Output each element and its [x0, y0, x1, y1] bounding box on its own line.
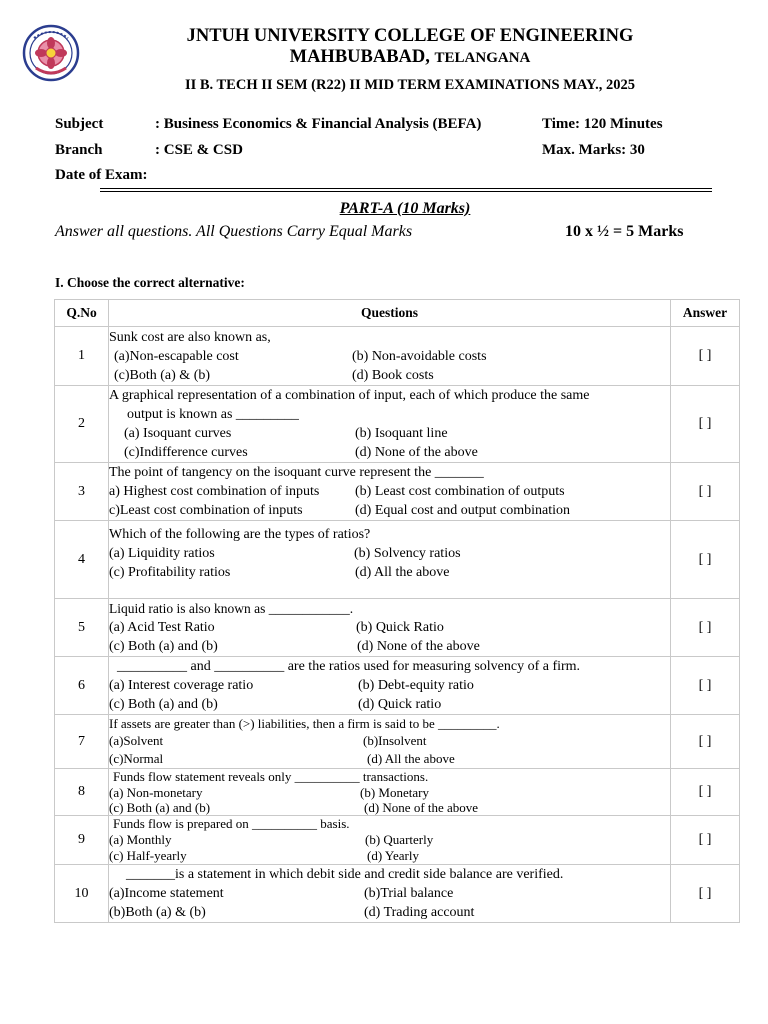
table-row	[55, 816, 740, 865]
option: (a)Income statement	[109, 886, 224, 901]
option: (c) Both (a) and (b)	[109, 800, 211, 815]
option: (c) Half-yearly	[109, 848, 187, 863]
question-cell	[109, 521, 671, 599]
table-row	[55, 657, 740, 715]
question-cell	[109, 327, 671, 386]
question-cell	[109, 463, 671, 521]
question-cell	[109, 865, 671, 923]
table-header-row	[55, 300, 740, 327]
option: (b) Non-avoidable costs	[352, 348, 487, 364]
option: (b) Debt-equity ratio	[358, 678, 474, 693]
answer-blank[interactable]: [ ]	[671, 715, 740, 769]
answer-blank[interactable]: [ ]	[671, 865, 740, 923]
option: (d) Yearly	[367, 848, 419, 863]
question-stem: Funds flow is prepared on __________ basis.	[113, 816, 350, 831]
option: (d) All the above	[367, 750, 455, 766]
question-stem: The point of tangency on the isoquant curve represent the _______	[109, 465, 484, 480]
part-title: PART-A (10 Marks)	[339, 200, 471, 217]
question-cell	[109, 599, 671, 657]
answer-blank[interactable]: [ ]	[671, 386, 740, 463]
max-marks: Max. Marks: 30	[542, 142, 645, 158]
option: (c) Profitability ratios	[109, 565, 231, 580]
option: (d) Quick ratio	[358, 697, 442, 712]
question-cell	[109, 715, 671, 769]
question-cell	[109, 769, 671, 816]
question-number: 3	[55, 463, 109, 521]
answer-blank[interactable]: [ ]	[671, 463, 740, 521]
question-stem: Liquid ratio is also known as ____________.	[109, 601, 354, 616]
option: (d) Equal cost and output combination	[355, 503, 571, 518]
answer-blank[interactable]: [ ]	[671, 521, 740, 599]
table-row	[55, 599, 740, 657]
option: (b) Solvency ratios	[354, 546, 461, 561]
question-number: 9	[55, 816, 109, 865]
option: (b)Trial balance	[364, 886, 454, 901]
option: (c) Both (a) and (b)	[109, 639, 218, 654]
subject-value: : Business Economics & Financial Analysis (BEFA)	[155, 116, 482, 132]
section-heading: I. Choose the correct alternative:	[55, 275, 245, 290]
option: (c)Indifference curves	[124, 445, 248, 460]
option: a) Highest cost combination of inputs	[109, 484, 320, 499]
option: (b)Insolvent	[363, 732, 427, 748]
option: (a)Solvent	[109, 732, 164, 748]
answer-blank[interactable]: [ ]	[671, 599, 740, 657]
option: (b) Isoquant line	[355, 426, 448, 441]
table-row	[55, 521, 740, 599]
college-location: MAHBUBABAD, TELANGANA	[289, 47, 531, 67]
question-number: 2	[55, 386, 109, 463]
option: (a) Acid Test Ratio	[109, 620, 215, 635]
instruction: Answer all questions. All Questions Carry Equal Marks	[55, 223, 413, 240]
option: (d) None of the above	[364, 800, 479, 815]
column-header: Answer	[671, 300, 740, 327]
table-row	[55, 386, 740, 463]
option: (a) Isoquant curves	[124, 426, 232, 441]
column-header: Q.No	[55, 300, 109, 327]
table-row	[55, 463, 740, 521]
question-cell	[109, 386, 671, 463]
question-stem: __________ and __________ are the ratios used for measuring solvency of a firm.	[117, 659, 581, 674]
marks-scheme: 10 x ½ = 5 Marks	[565, 223, 684, 240]
option: (d) Book costs	[352, 367, 434, 383]
option: (d) Trading account	[364, 905, 475, 920]
option: (b)Both (a) & (b)	[109, 905, 206, 920]
question-number: 8	[55, 769, 109, 816]
table-row	[55, 715, 740, 769]
question-number: 6	[55, 657, 109, 715]
question-number: 10	[55, 865, 109, 923]
question-number: 1	[55, 327, 109, 386]
divider-line	[100, 188, 712, 189]
table-row	[55, 865, 740, 923]
answer-blank[interactable]: [ ]	[671, 657, 740, 715]
option: (a) Liquidity ratios	[109, 546, 215, 561]
branch-label: Branch	[55, 142, 103, 158]
branch-value: : CSE & CSD	[155, 142, 243, 158]
answer-blank[interactable]: [ ]	[671, 769, 740, 816]
divider-line	[100, 191, 712, 192]
question-stem: A graphical representation of a combination of input, each of which produce the same	[109, 388, 590, 403]
answer-blank[interactable]: [ ]	[671, 327, 740, 386]
option: c)Least cost combination of inputs	[109, 503, 303, 518]
exam-time: Time: 120 Minutes	[542, 116, 663, 132]
question-cell	[109, 657, 671, 715]
option: (d) None of the above	[357, 639, 480, 654]
questions-table	[54, 299, 740, 923]
question-number: 7	[55, 715, 109, 769]
question-stem: Sunk cost are also known as,	[109, 329, 271, 345]
university-emblem-icon	[22, 24, 80, 82]
option: (d) All the above	[355, 565, 450, 580]
option: (b) Quarterly	[365, 832, 434, 847]
question-stem: _______is a statement in which debit side and credit side balance are verified.	[126, 867, 564, 882]
option: (b) Least cost combination of outputs	[355, 484, 565, 499]
option: (a) Monthly	[109, 832, 172, 847]
question-stem: Funds flow statement reveals only __________ transactions.	[113, 769, 429, 784]
option: (c) Both (a) and (b)	[109, 697, 218, 712]
question-stem: If assets are greater than (>) liabilities, then a firm is said to be _________.	[109, 715, 500, 731]
question-cell	[109, 816, 671, 865]
option: (c)Normal	[109, 750, 164, 766]
question-number: 5	[55, 599, 109, 657]
option: (b) Quick Ratio	[356, 620, 444, 635]
answer-blank[interactable]: [ ]	[671, 816, 740, 865]
exam-title: II B. TECH II SEM (R22) II MID TERM EXAMINATIONS MAY., 2025	[184, 77, 636, 93]
option: (a) Interest coverage ratio	[109, 678, 254, 693]
option: (a) Non-monetary	[109, 785, 203, 800]
date-of-exam: Date of Exam:	[55, 167, 148, 183]
option: (c)Both (a) & (b)	[114, 367, 211, 383]
college-name: JNTUH UNIVERSITY COLLEGE OF ENGINEERING	[186, 26, 634, 46]
subject-label: Subject	[55, 116, 104, 132]
option: (d) None of the above	[355, 445, 478, 460]
question-stem: output is known as _________	[127, 407, 299, 422]
table-row	[55, 769, 740, 816]
question-number: 4	[55, 521, 109, 599]
column-header: Questions	[109, 300, 671, 327]
question-stem: Which of the following are the types of ratios?	[109, 527, 371, 542]
table-row	[55, 327, 740, 386]
option: (b) Monetary	[360, 785, 429, 800]
option: (a)Non-escapable cost	[114, 348, 239, 364]
